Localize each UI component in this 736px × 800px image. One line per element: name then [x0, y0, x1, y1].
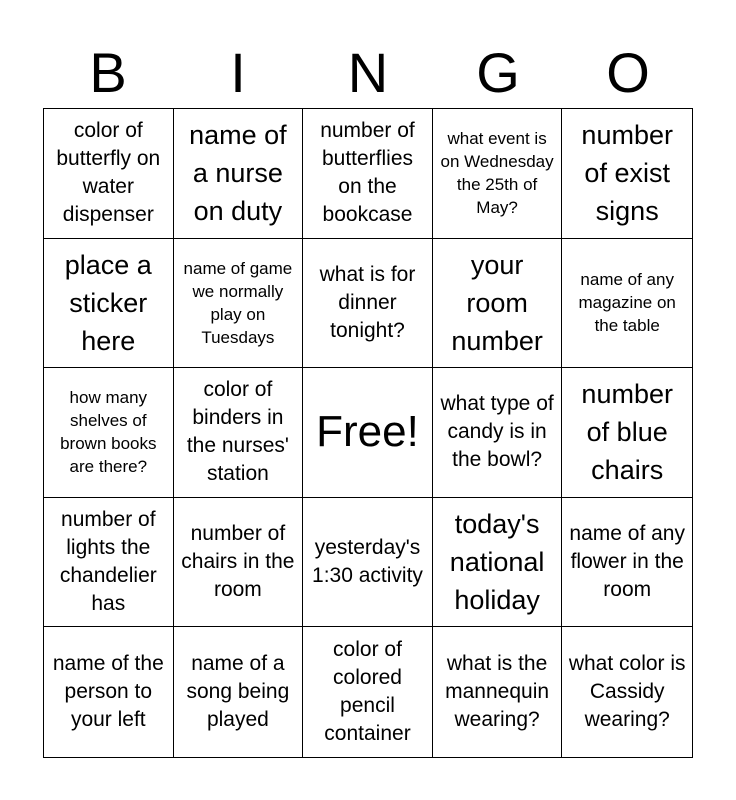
cell-text: number of chairs in the room — [181, 522, 295, 602]
header-letter-g: G — [476, 41, 520, 104]
bingo-cell[interactable] — [174, 498, 304, 628]
cell-text: yesterday's 1:30 activity — [312, 536, 423, 588]
bingo-cell[interactable] — [433, 109, 563, 239]
cell-text: what is the mannequin wearing? — [445, 652, 550, 732]
cell-text: name of game we normally play on Tuesdays — [183, 258, 293, 347]
bingo-cell[interactable] — [433, 239, 563, 369]
free-space[interactable] — [303, 368, 433, 498]
cell-text: name of any flower in the room — [569, 522, 685, 602]
cell-text: name of a song being played — [186, 652, 290, 732]
header-letter-n: N — [347, 41, 389, 104]
cell-text: number of butterflies on the bookcase — [320, 119, 415, 227]
cell-text: color of colored pencil container — [324, 638, 411, 746]
cell-text: what is for dinner tonight? — [319, 262, 416, 342]
bingo-cell[interactable] — [44, 368, 174, 498]
bingo-cell[interactable] — [562, 109, 692, 239]
bingo-cell[interactable] — [562, 627, 692, 757]
bingo-cell[interactable] — [303, 498, 433, 628]
bingo-cell[interactable] — [44, 627, 174, 757]
cell-text: today's national holiday — [449, 509, 545, 616]
bingo-cell[interactable] — [562, 498, 692, 628]
cell-text: how many shelves of brown books are there? — [60, 388, 157, 477]
bingo-cell[interactable] — [562, 368, 692, 498]
bingo-cell[interactable] — [562, 239, 692, 369]
bingo-board — [43, 108, 693, 758]
cell-text: number of blue chairs — [581, 379, 673, 486]
cell-text: what event is on Wednesday the 25th of May? — [440, 129, 554, 218]
bingo-header — [43, 38, 693, 108]
bingo-cell[interactable] — [174, 627, 304, 757]
bingo-cell[interactable] — [174, 239, 304, 369]
cell-text: your room number — [451, 249, 543, 356]
cell-text: color of butterfly on water dispenser — [56, 119, 161, 227]
free-space-label: Free! — [316, 407, 419, 457]
cell-text: what type of candy is in the bowl? — [440, 392, 554, 472]
header-letter-b: B — [89, 41, 127, 104]
cell-text: what color is Cassidy wearing? — [568, 652, 686, 732]
cell-text: name of any magazine on the table — [578, 270, 676, 336]
bingo-cell[interactable] — [174, 368, 304, 498]
bingo-cell[interactable] — [433, 368, 563, 498]
bingo-cell[interactable] — [433, 627, 563, 757]
bingo-cell[interactable] — [174, 109, 304, 239]
bingo-cell[interactable] — [44, 239, 174, 369]
cell-text: name of the person to your left — [52, 652, 164, 732]
cell-text: color of binders in the nurses' station — [186, 378, 289, 486]
header-letter-o: O — [606, 41, 650, 104]
cell-text: name of a nurse on duty — [189, 120, 287, 227]
cell-text: number of exist signs — [581, 120, 673, 227]
cell-text: number of lights the chandelier has — [59, 508, 157, 616]
bingo-cell[interactable] — [44, 498, 174, 628]
bingo-cell[interactable] — [303, 239, 433, 369]
header-letter-i: I — [230, 41, 246, 104]
bingo-cell[interactable] — [433, 498, 563, 628]
bingo-cell[interactable] — [303, 109, 433, 239]
bingo-cell[interactable] — [303, 627, 433, 757]
cell-text: place a sticker here — [64, 249, 152, 356]
bingo-cell[interactable] — [44, 109, 174, 239]
